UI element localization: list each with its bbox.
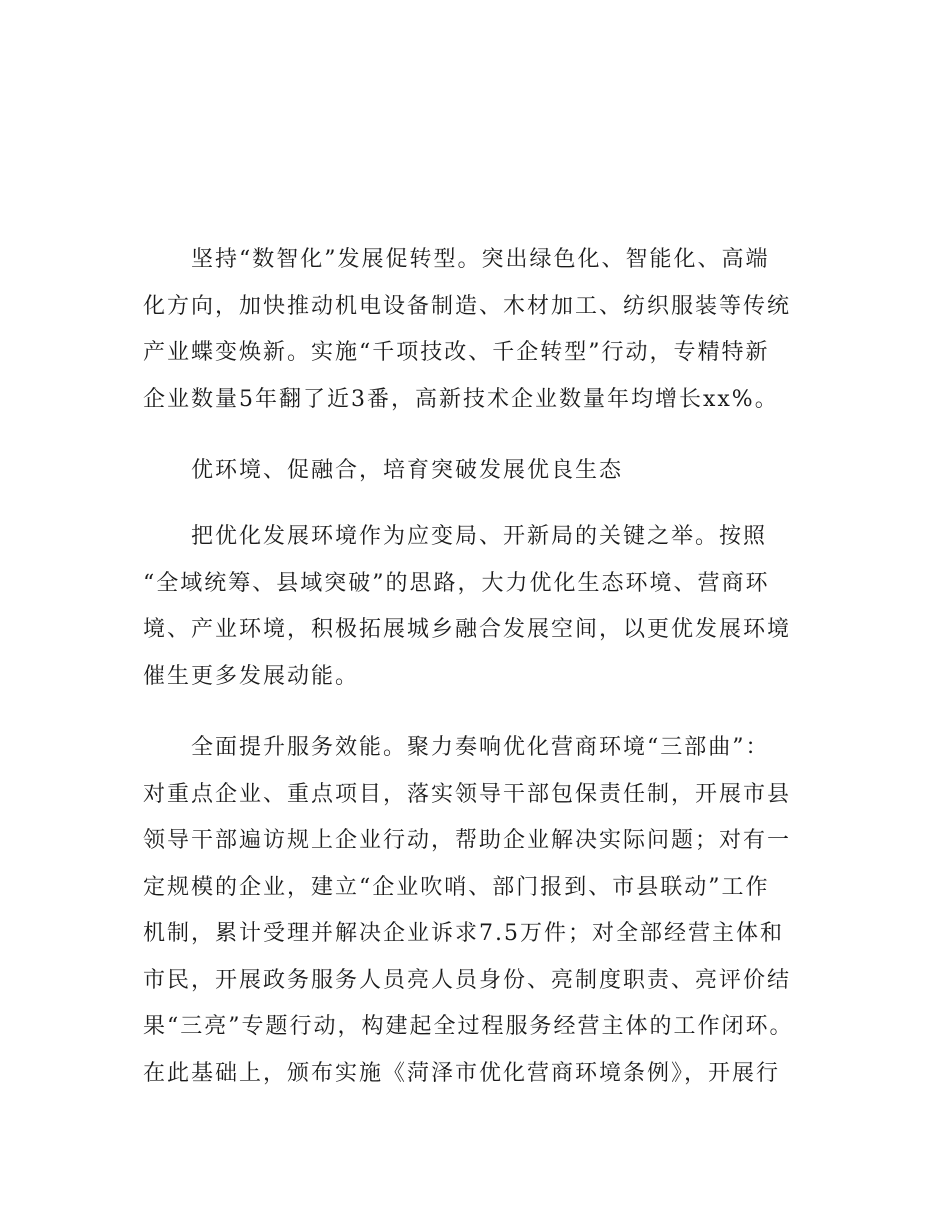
paragraph-digital-transformation (143, 237, 843, 423)
text-line: 优环境、促融合，培育突破发展优良生态 (191, 458, 624, 483)
text-line: 市民，开展政务服务人员亮人员身份、亮制度职责、亮评价结 (143, 967, 792, 993)
text-line: 对重点企业、重点项目，落实领导干部包保责任制，开展市县 (143, 781, 792, 807)
text-line: 产业蝶变焕新。实施“千项技改、千企转型”行动，专精特新 (143, 340, 770, 365)
text-line: 催生更多发展动能。 (143, 663, 360, 689)
text-line: “全域统筹、县域突破”的思路，大力优化生态环境、营商环 (143, 570, 770, 596)
text-line: 企业数量5年翻了近3番，高新技术企业数量年均增长xx%。 (143, 386, 779, 412)
paragraph-development-environment (143, 514, 843, 700)
text-line: 境、产业环境，积极拓展城乡融合发展空间，以更优发展环境 (143, 617, 792, 642)
text-line: 坚持“数智化”发展促转型。突出绿色化、智能化、高端 (191, 247, 770, 272)
section-heading (143, 448, 843, 495)
text-line: 化方向，加快推动机电设备制造、木材加工、纺织服装等传统 (143, 293, 792, 319)
text-line: 领导干部遍访规上企业行动，帮助企业解决实际问题；对有一 (143, 828, 792, 853)
text-line: 全面提升服务效能。聚力奏响优化营商环境“三部曲”： (191, 735, 770, 760)
text-line: 定规模的企业，建立“企业吹哨、部门报到、市县联动”工作 (143, 874, 770, 900)
text-line: 果“三亮”专题行动，构建起全过程服务经营主体的工作闭环。 (143, 1014, 794, 1039)
text-line: 在此基础上，颁布实施《菏泽市优化营商环境条例》，开展行 (143, 1060, 781, 1086)
text-line: 机制，累计受理并解决企业诉求7.5万件；对全部经营主体和 (143, 921, 784, 946)
text-line: 把优化发展环境作为应变局、开新局的关键之举。按照 (191, 524, 768, 549)
paragraph-service-efficiency (143, 725, 843, 1097)
